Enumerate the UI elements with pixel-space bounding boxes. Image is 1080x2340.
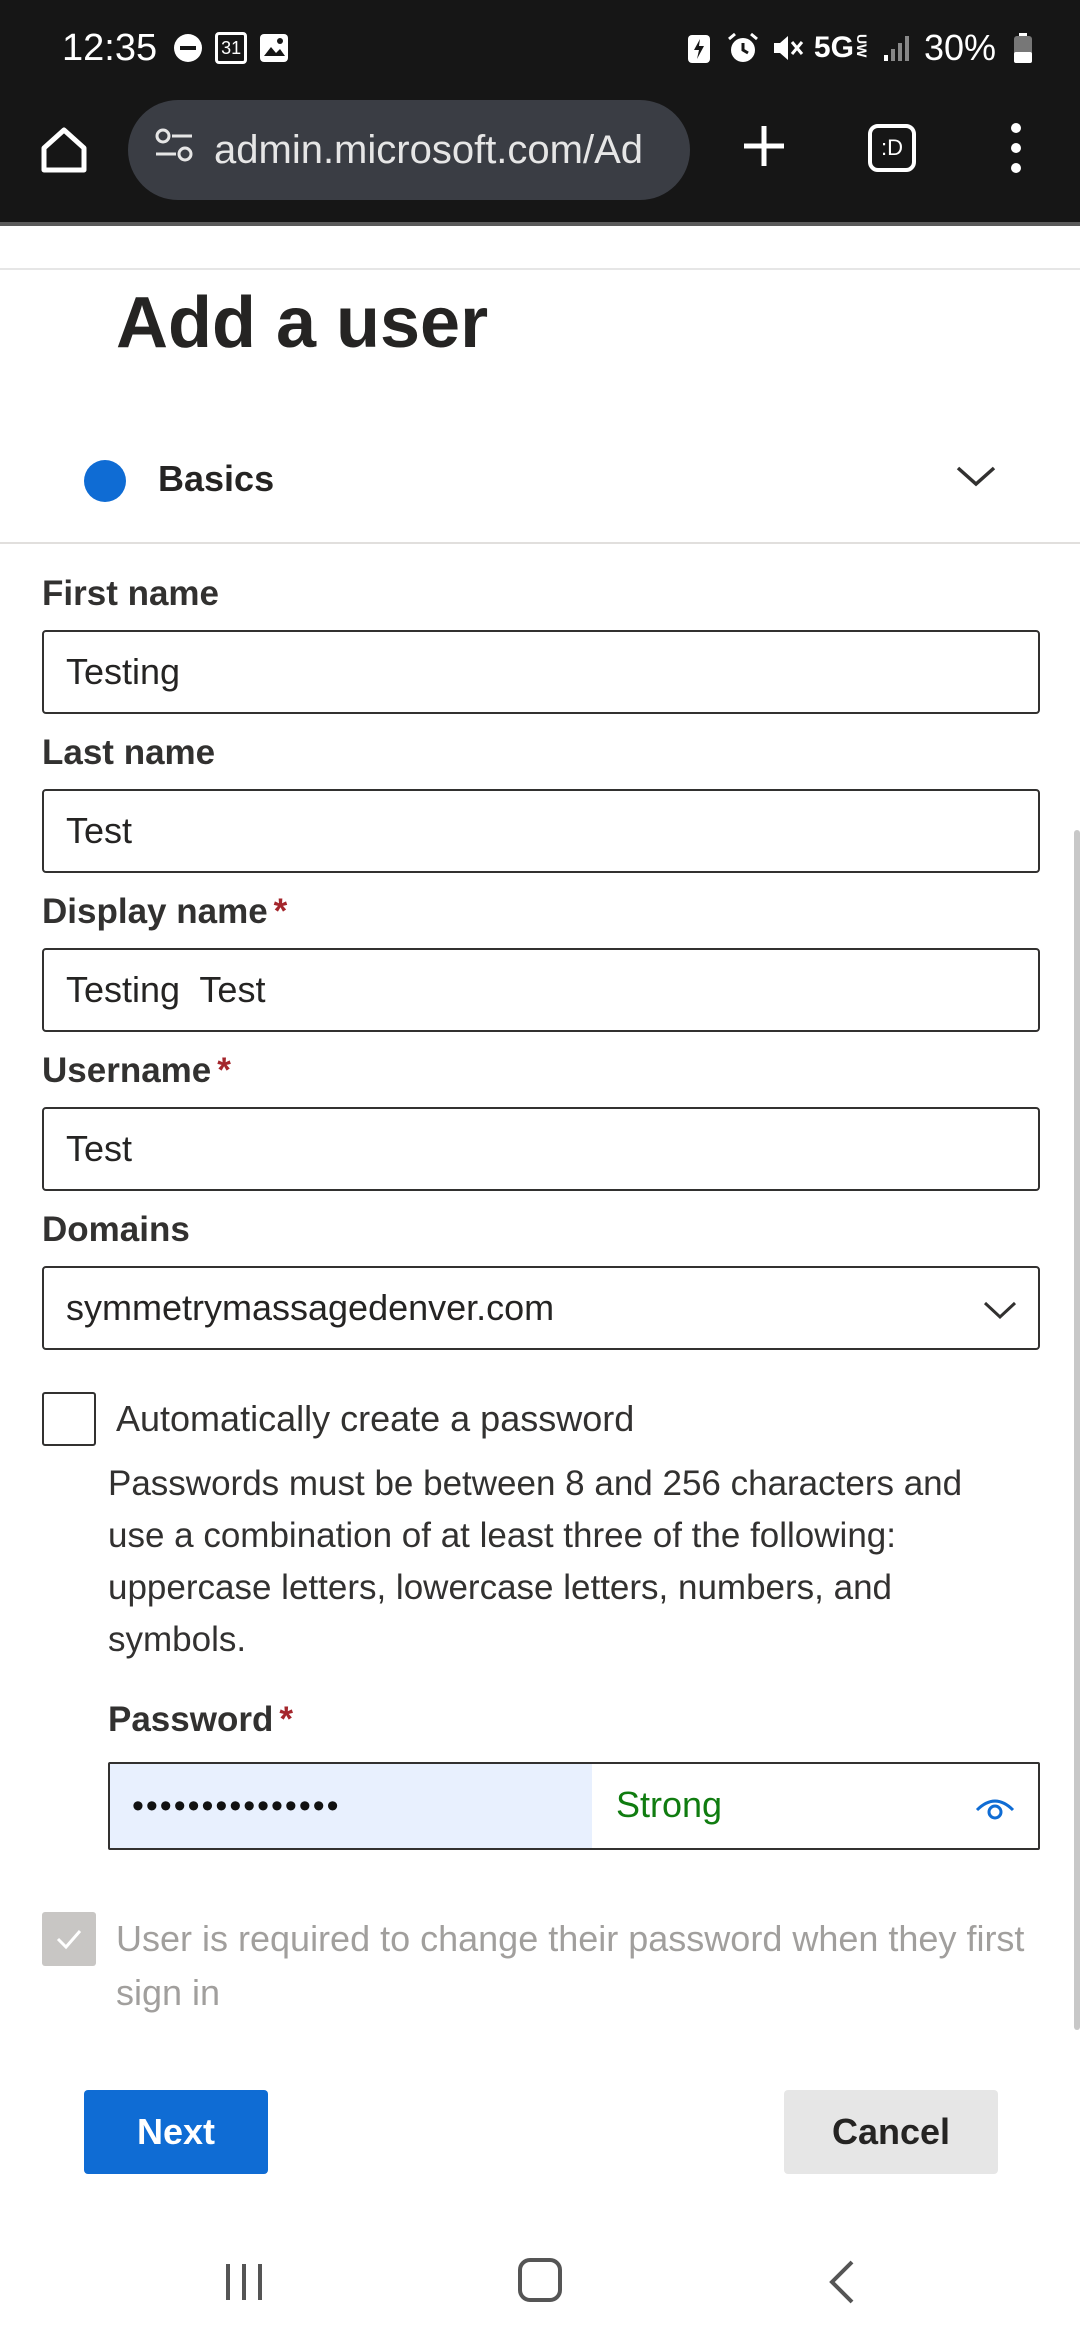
toolbar-shadow xyxy=(0,222,1080,226)
calendar-day: 31 xyxy=(221,37,242,58)
home-button-icon[interactable] xyxy=(518,2258,562,2302)
password-input[interactable]: ••••••••••••••• xyxy=(110,1764,592,1848)
next-button[interactable]: Next xyxy=(84,2090,268,2174)
status-time: 12:35 xyxy=(62,26,158,69)
home-icon[interactable] xyxy=(36,122,92,178)
required-marker: * xyxy=(273,892,288,931)
first-name-value: Testing xyxy=(66,651,181,692)
domains-value: symmetrymassagedenver.com xyxy=(66,1287,555,1328)
username-value: Test xyxy=(66,1128,133,1169)
display-name-label xyxy=(42,892,287,932)
step-basics[interactable] xyxy=(0,430,1080,544)
checkmark-icon xyxy=(52,1922,86,1956)
system-nav-bar xyxy=(0,2230,1080,2340)
password-field[interactable] xyxy=(108,1762,1040,1850)
password-strength: Strong xyxy=(616,1784,723,1825)
battery-percent: 30% xyxy=(923,27,996,68)
battery-icon xyxy=(1006,31,1040,65)
status-right-icons xyxy=(682,27,1040,69)
gallery-icon xyxy=(257,31,291,65)
auto-password-label[interactable]: Automatically create a password xyxy=(116,1398,635,1439)
display-name-value: Testing Test xyxy=(66,969,266,1010)
auto-password-checkbox[interactable] xyxy=(42,1392,96,1446)
divider xyxy=(0,268,1080,270)
page-scrollbar[interactable] xyxy=(1074,830,1080,2030)
network-type: 5GUW xyxy=(813,31,870,64)
require-change-checkbox xyxy=(42,1912,96,1966)
page-title: Add a user xyxy=(116,283,489,363)
calendar-icon xyxy=(215,32,247,64)
new-tab-icon[interactable] xyxy=(736,118,792,174)
required-marker: * xyxy=(279,1700,293,1739)
display-name-input[interactable] xyxy=(42,948,1040,1032)
first-name-label: First name xyxy=(42,574,219,613)
alarm-icon xyxy=(726,31,760,65)
step-indicator-dot xyxy=(84,460,126,502)
step-label: Basics xyxy=(158,458,275,499)
signal-icon xyxy=(880,31,914,65)
username-label-text: Username xyxy=(42,1051,212,1090)
address-bar[interactable] xyxy=(128,100,690,200)
site-settings-icon[interactable] xyxy=(154,127,194,173)
require-change-label: User is required to change their password when they first sign in xyxy=(116,1918,1025,2013)
username-label xyxy=(42,1051,231,1091)
tab-switcher-icon[interactable]: :D xyxy=(868,124,916,172)
first-name-input[interactable] xyxy=(42,630,1040,714)
browser-toolbar xyxy=(0,96,1080,222)
username-input[interactable] xyxy=(42,1107,1040,1191)
last-name-input[interactable] xyxy=(42,789,1040,873)
password-label xyxy=(108,1700,293,1740)
required-marker: * xyxy=(217,1051,231,1090)
chevron-down-icon xyxy=(980,1290,1020,1330)
last-name-label: Last name xyxy=(42,733,216,772)
more-menu-icon[interactable] xyxy=(1004,118,1028,178)
show-password-eye-icon[interactable] xyxy=(974,1786,1016,1828)
do-not-disturb-icon xyxy=(171,31,205,65)
domains-label: Domains xyxy=(42,1210,190,1249)
password-label-text: Password xyxy=(108,1700,274,1739)
cancel-button[interactable]: Cancel xyxy=(784,2090,998,2174)
last-name-value: Test xyxy=(66,810,133,851)
password-help-text: Passwords must be between 8 and 256 characters and use a combination of at least three of the following: uppercase letters, lowercase letters, numbers, and symbols. xyxy=(108,1464,963,1659)
status-bar xyxy=(0,0,1080,96)
url-text[interactable]: admin.microsoft.com/Ad xyxy=(214,127,644,172)
recent-apps-icon[interactable] xyxy=(222,2260,266,2304)
battery-saver-icon xyxy=(682,31,716,65)
display-name-label-text: Display name xyxy=(42,892,268,931)
chevron-down-icon[interactable] xyxy=(952,452,1000,500)
status-left-icons xyxy=(171,31,291,65)
back-icon[interactable] xyxy=(820,2258,864,2306)
domains-select[interactable] xyxy=(42,1266,1040,1350)
mute-icon xyxy=(770,31,804,65)
